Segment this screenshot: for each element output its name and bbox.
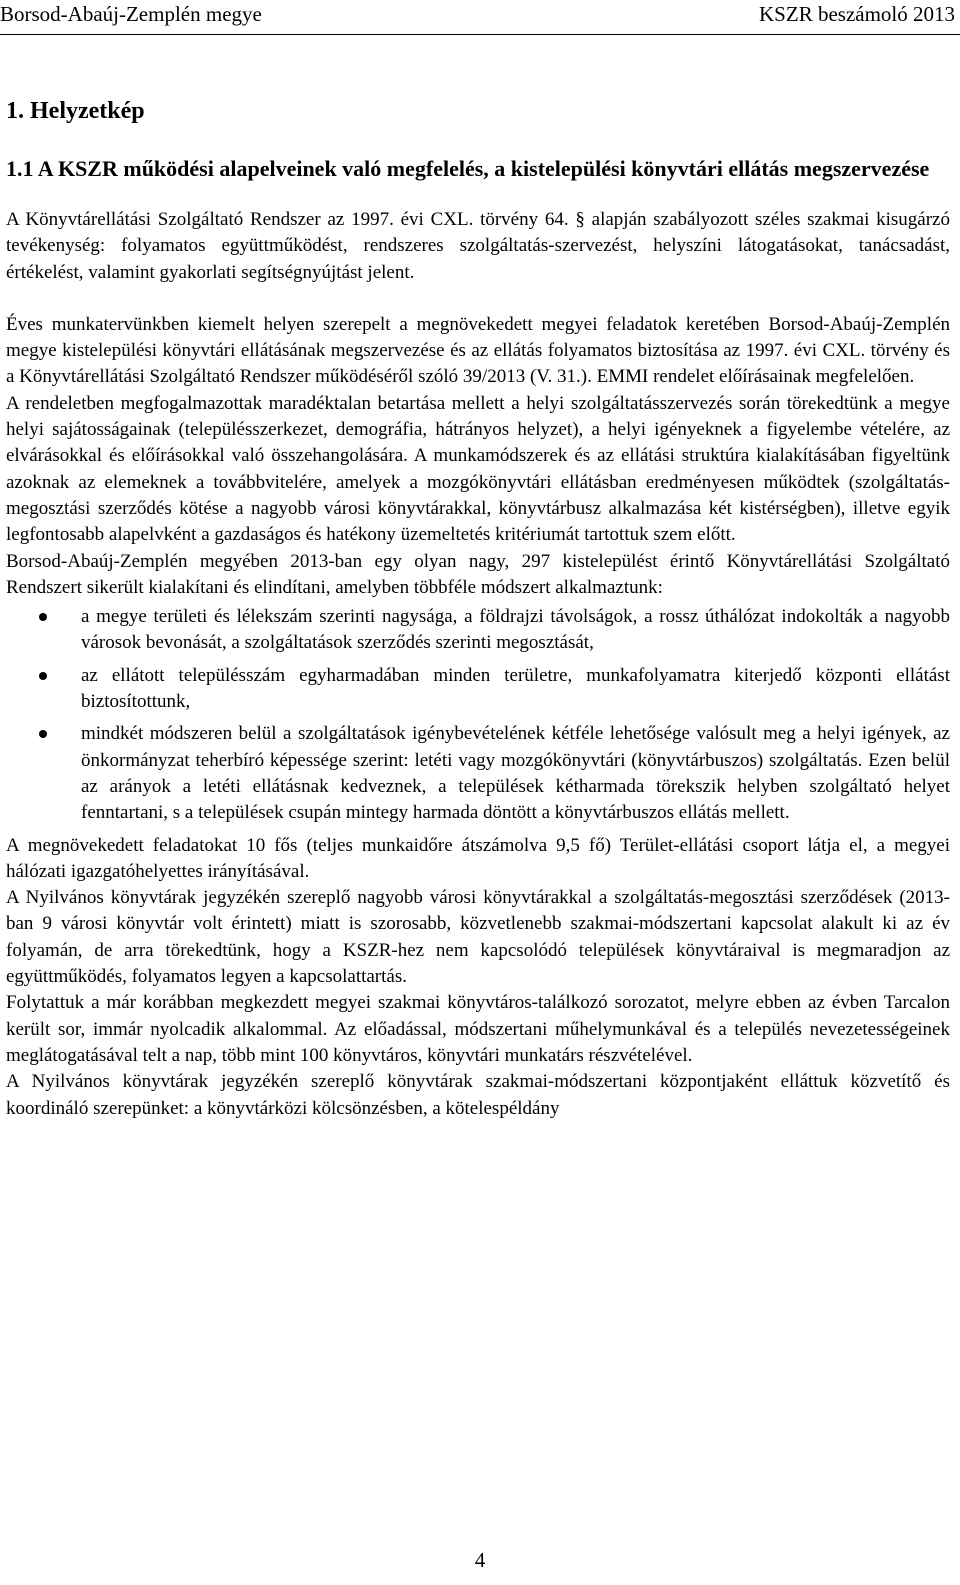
list-item-text: mindkét módszeren belül a szolgáltatások igénybevételének kétféle lehetősége valósult meg a helyi igények, az önkormányzat teherbíró képessége szerint: letéti vagy mozgókönyvtári (könyvtárbuszos) szolgáltatás. Ezen belül az arányok a letéti ellátásnak kedveznek, a települések kétharmada törekszik helyben szolgáltató helyet fenntartani, s a települések csupán mintegy harmada döntött a könyvtárbuszos ellátás mellett.: [81, 723, 950, 824]
bullet-icon: [39, 613, 47, 621]
method-list: [6, 604, 950, 826]
header-county: Borsod-Abaúj-Zemplén megye: [0, 2, 262, 26]
paragraph: Borsod-Abaúj-Zemplén megyében 2013-ban egy olyan nagy, 297 kistelepülést érintő Könyvtárellátási Szolgáltató Rendszert sikerült kialakítani és elindítani, amelyben többféle módszert alkalmaztunk:: [6, 550, 950, 598]
bullet-icon: [39, 730, 47, 738]
paragraph: Folytattuk a már korábban megkezdett megyei szakmai könyvtáros-találkozó sorozatot, melyre ebben az évben Tarcalon került sor, immár nyolcadik alkalommal. Az előadással, módszertani műhelymunkával és a település nevezetességeinek meglátogatásával telt a nap, több mint 100 könyvtáros, könyvtári munkatárs részvételével.: [6, 992, 950, 1066]
bullet-icon: [39, 672, 47, 680]
list-item-text: az ellátott településszám egyharmadában minden területre, munkafolyamatra kiterjedő központi ellátást biztosítottunk,: [81, 664, 950, 713]
list-item: [6, 721, 950, 826]
paragraph: A Nyilvános könyvtárak jegyzékén szereplő nagyobb városi könyvtárakkal a szolgáltatás-megosztási szerződések (2013-ban 9 városi könyvtár volt érintett) miatt is szorosabb, közvetlenebb szakmai-módszertani kapcsolat alakult ki az év folyamán, de arra törekedtünk, hogy a KSZR-hez nem kapcsolódó települések könyvtáraival is megmaradjon az együttműködés, folyamatos legyen a kapcsolattartás.: [6, 887, 950, 988]
page-header: [0, 0, 960, 35]
paragraph: A Nyilvános könyvtárak jegyzékén szereplő könyvtárak szakmai-módszertani központjaként elláttuk közvetítő és koordináló szerepünket: a könyvtárközi kölcsönzésben, a kötelespéldány: [6, 1071, 950, 1119]
section-title: 1. Helyzetkép: [6, 98, 145, 124]
list-item: [6, 663, 950, 716]
paragraph: A megnövekedett feladatokat 10 fős (teljes munkaidőre átszámolva 9,5 fő) Terület-ellátási csoport látja el, a megyei hálózati igazgatóhelyettes irányításával.: [6, 834, 950, 882]
list-item: [6, 604, 950, 657]
page-number: 4: [474, 1548, 486, 1572]
list-item-text: a megye területi és lélekszám szerinti nagysága, a földrajzi távolságok, a rossz úthálózat indokolták a nagyobb városok bevonását, a szolgáltatások szerződés szerinti megosztását,: [81, 606, 950, 654]
document-body: [6, 96, 950, 1122]
paragraph: A Könyvtárellátási Szolgáltató Rendszer az 1997. évi CXL. törvény 64. § alapján szabályozott széles szakmai kisugárzó tevékenység: folyamatos együttműködést, rendszeres szolgáltatás-szervezést, helyszíni látogatásokat, tanácsadást, értékelést, valamint gyakorlati segítségnyújtást jelent.: [6, 209, 950, 283]
header-report-title: KSZR beszámoló 2013: [759, 2, 955, 26]
paragraph: Éves munkatervünkben kiemelt helyen szerepelt a megnövekedett megyei feladatok keretében Borsod-Abaúj-Zemplén megye kistelepülési könyvtári ellátásának megszervezése és az ellátás folyamatos biztosítása az 1997. évi CXL. törvény és a Könyvtárellátási Szolgáltató Rendszer működéséről szóló 39/2013 (V. 31.). EMMI rendelet előírásainak megfelelően.: [6, 313, 950, 388]
subsection-title: 1.1 A KSZR működési alapelveinek való megfelelés, a kistelepülési könyvtári ellátás megszervezése: [6, 156, 930, 181]
paragraph: A rendeletben megfogalmazottak maradéktalan betartása mellett a helyi szolgáltatásszervezés során törekedtünk a megye helyi sajátosságainak (településszerkezet, demográfia, hátrányos helyzet), a helyi igényeknek a figyelembe vételére, az elvárásokkal és előírásokkal való összehangolására. A munkamódszerek és az ellátási struktúra kialakításában figyeltünk azoknak az elemeknek a továbbvitelére, amelyek a mozgókönyvtári ellátásban eredményesen működtek (szolgáltatás-megosztási szerződés kötése a nagyobb városi könyvtárakkal, könyvtárbusz alkalmazása két kistérségben), illetve egyik legfontosabb alapelvként a gazdaságos és hatékony üzemeltetés kritériumát tartottuk szem előtt.: [6, 392, 950, 546]
